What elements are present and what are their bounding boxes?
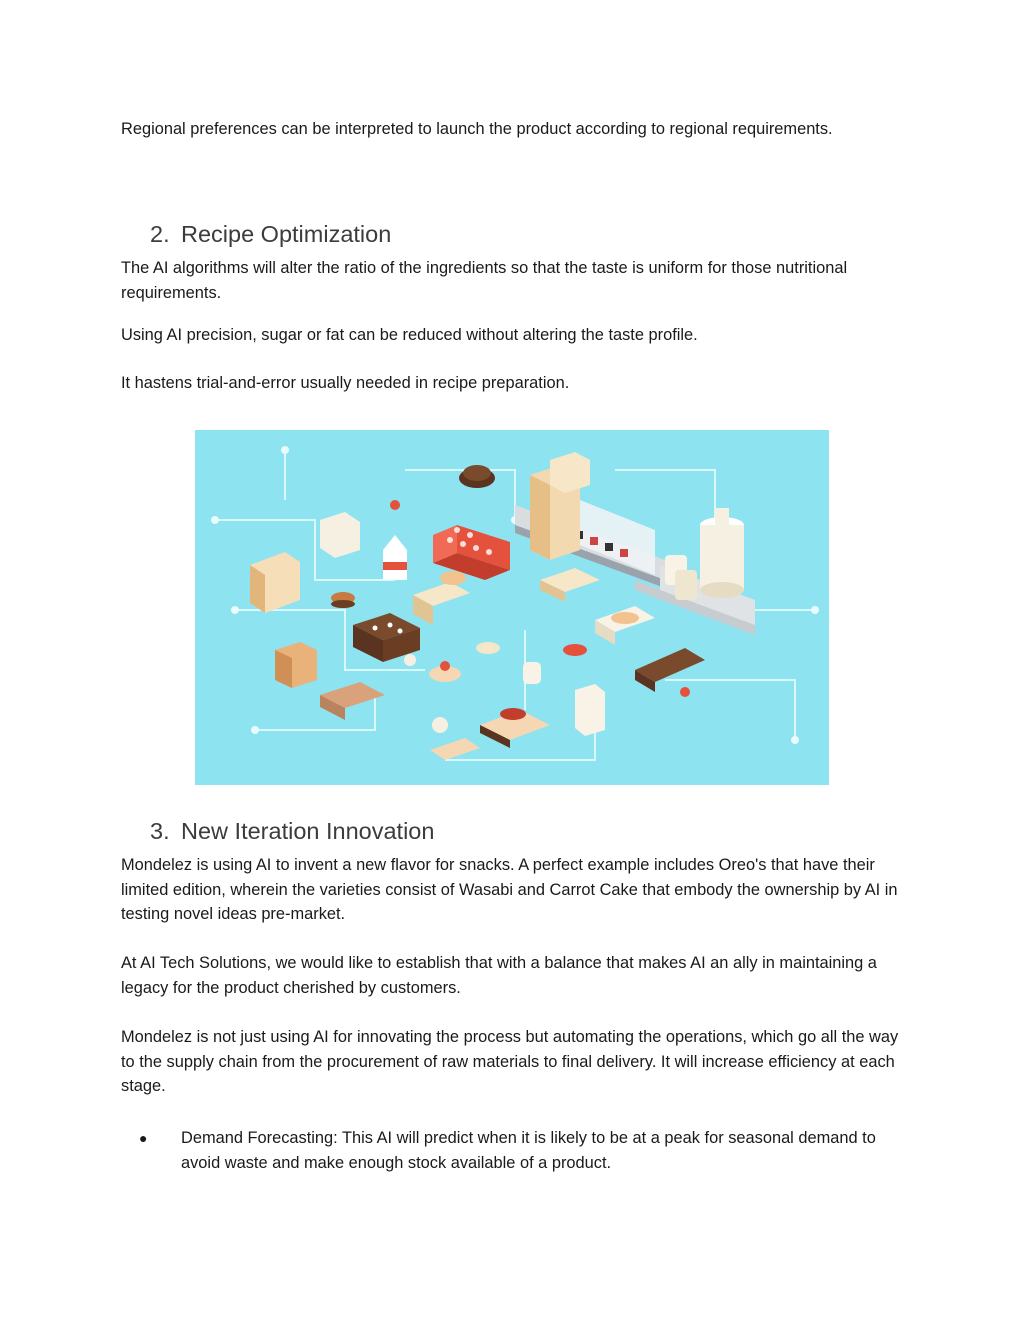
food-factory-illustration bbox=[195, 430, 829, 785]
heading-number: 3. bbox=[150, 818, 170, 844]
paragraph-trial-and-error: It hastens trial-and-error usually needed in recipe preparation. bbox=[121, 374, 570, 392]
paragraph-ai-algorithms: The AI algorithms will alter the ratio of the ingredients so that the taste is uniform for those nutritional requirements. bbox=[121, 259, 848, 302]
bullet-marker: ● bbox=[139, 1130, 148, 1146]
section-heading-recipe-optimization bbox=[150, 219, 391, 249]
paragraph-mondelez-flavor: Mondelez is using AI to invent a new flavor for snacks. A perfect example includes Oreo's that have their limited edition, wherein the varieties consist of Wasabi and Carrot Cake that embody the ownership by AI in testing novel ideas pre-market. bbox=[121, 856, 898, 923]
heading-title: Recipe Optimization bbox=[181, 221, 392, 247]
heading-title: New Iteration Innovation bbox=[181, 818, 435, 844]
paragraph-supply-chain: Mondelez is not just using AI for innovating the process but automating the operations, which go all the way to the supply chain from the procurement of raw materials to final delivery. It will increase efficiency at each stage. bbox=[121, 1028, 899, 1095]
paragraph-ai-tech-solutions: At AI Tech Solutions, we would like to establish that with a balance that makes AI an ally in maintaining a legacy for the product cherished by customers. bbox=[121, 954, 877, 997]
section-heading-new-iteration-innovation bbox=[150, 816, 434, 846]
paragraph-regional-preferences: Regional preferences can be interpreted to launch the product according to regional requirements. bbox=[121, 120, 833, 138]
paragraph-ai-precision: Using AI precision, sugar or fat can be reduced without altering the taste profile. bbox=[121, 326, 698, 344]
illustration-graphic bbox=[195, 430, 829, 785]
bullet-text-demand-forecasting: Demand Forecasting: This AI will predict when it is likely to be at a peak for seasonal demand to avoid waste and make enough stock available of a product. bbox=[181, 1129, 876, 1172]
heading-number: 2. bbox=[150, 221, 170, 247]
